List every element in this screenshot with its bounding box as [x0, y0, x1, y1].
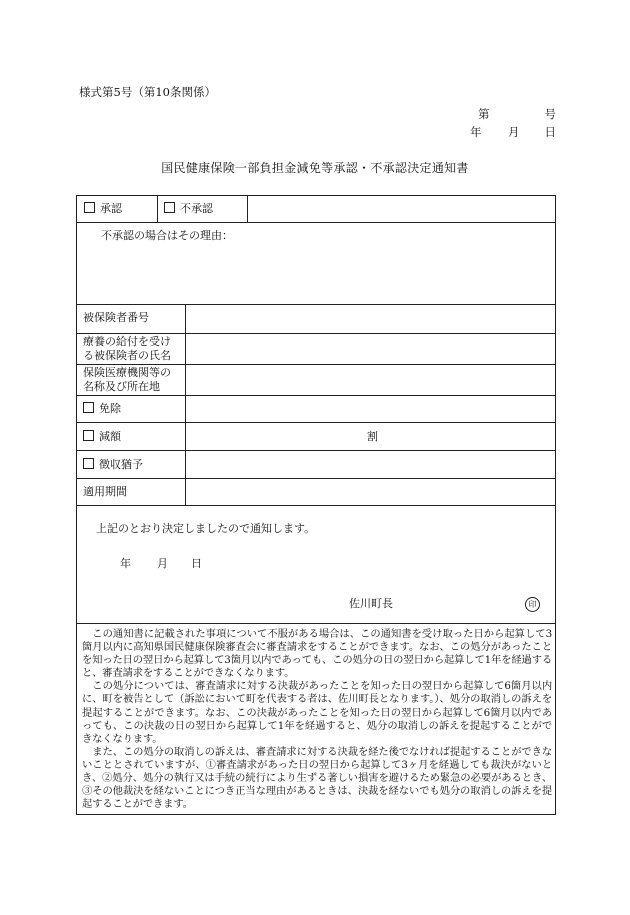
- page-title: 国民健康保険一部負担金減免等承認・不承認決定通知書: [161, 161, 469, 175]
- checkbox-box[interactable]: [83, 402, 94, 413]
- checkbox-box[interactable]: [83, 458, 94, 469]
- application-period-label: 適用期間: [83, 485, 127, 498]
- postponement-checkbox[interactable]: [83, 458, 143, 472]
- issuer-name: 佐川町長: [349, 597, 393, 610]
- reason-label: 不承認の場合はその理由：: [101, 229, 233, 242]
- appeal-notice-paragraph: この処分については、審査請求に対する決裁があったことを知った日の翌日から起算して6箇月以内に、町を被告として（訴訟において町を代表する者は、佐川町長となります。）、処分の取消しの訴えを提起することができます。なお、この決裁があったことを知った日の翌日から起算して6箇月以内であっても、この決裁の日の翌日から起算して1年を経過すると、処分の取消しの訴えを提起することができなくなります。: [82, 680, 552, 745]
- disapprove-label: 不承認: [180, 202, 213, 215]
- checkbox-box[interactable]: [164, 202, 175, 213]
- reduction-checkbox[interactable]: [83, 430, 121, 444]
- approve-checkbox[interactable]: [84, 202, 122, 216]
- approve-label: 承認: [100, 202, 122, 215]
- appeal-notice-paragraph: また、この処分の取消しの訴えは、審査請求に対する決裁を経た後でなければ提起することができないこととされていますが、①審査請求があった日の翌日から起算して3ヶ月を経過しても裁決がないとき、②処分、処分の執行又は手続の続行により生ずる著しい損害を避けるため緊急の必要があるとき、③その他裁決を経ないことにつき正当な理由があるときは、決裁を経ないでも処分の取消しの訴えを提起することができます。: [82, 745, 552, 811]
- notify-date-month: 月: [157, 557, 168, 570]
- notify-date-day: 日: [191, 557, 202, 570]
- rule: [77, 395, 555, 396]
- exemption-label: 免除: [99, 402, 121, 415]
- facility-label-line: 保険医療機関等の: [83, 366, 171, 379]
- rule: [185, 304, 186, 505]
- exemption-checkbox[interactable]: [83, 402, 121, 416]
- appeal-notice-paragraph: この通知書に記載された事項について不服がある場合は、この通知書を受け取った日から起算して3箇月以内に高知県国民健康保険審査会に審査請求をすることができます。なお、この処分があったことを知った日の翌日から起算して3箇月以内であっても、この処分の日の翌日から起算して1年を経過すると、審査請求をすることができなくなります。: [82, 628, 552, 680]
- checkbox-box[interactable]: [84, 202, 95, 213]
- rule: [157, 196, 158, 222]
- rule: [77, 333, 555, 334]
- rule: [77, 304, 555, 305]
- disapprove-checkbox[interactable]: [164, 202, 213, 216]
- rule: [77, 422, 555, 423]
- reduction-label: 減額: [99, 430, 121, 443]
- rule: [247, 196, 248, 222]
- rule: [77, 505, 555, 506]
- rule: [77, 450, 555, 451]
- notification-statement: 上記のとおり決定しましたので通知します。: [96, 522, 316, 535]
- reduction-unit: 割: [367, 430, 378, 443]
- rule: [77, 478, 555, 479]
- insured-name-label: [83, 335, 171, 363]
- checkbox-box[interactable]: [83, 430, 94, 441]
- notify-date-year: 年: [120, 557, 131, 570]
- issue-date-year: 年: [470, 125, 482, 139]
- postponement-label: 徴収猶予: [99, 458, 143, 471]
- insured-number-label: 被保険者番号: [83, 311, 149, 324]
- facility-label: [83, 366, 171, 394]
- form-number: 様式第5号（第10条関係）: [79, 85, 216, 99]
- rule: [77, 623, 555, 624]
- rule: [77, 222, 555, 223]
- issue-date-day: 日: [544, 125, 556, 139]
- seal-mark: 印: [525, 597, 540, 612]
- rule: [77, 364, 555, 365]
- number-gou: 号: [544, 107, 556, 121]
- insured-name-label-line: 療養の給付を受け: [83, 335, 171, 348]
- insured-name-label-line: る被保険者の氏名: [83, 349, 171, 362]
- issue-date-month: 月: [508, 125, 520, 139]
- decision-form-table: [76, 195, 556, 815]
- appeal-notice: [82, 628, 552, 811]
- number-dai: 第: [478, 107, 490, 121]
- facility-label-line: 名称及び所在地: [83, 380, 160, 393]
